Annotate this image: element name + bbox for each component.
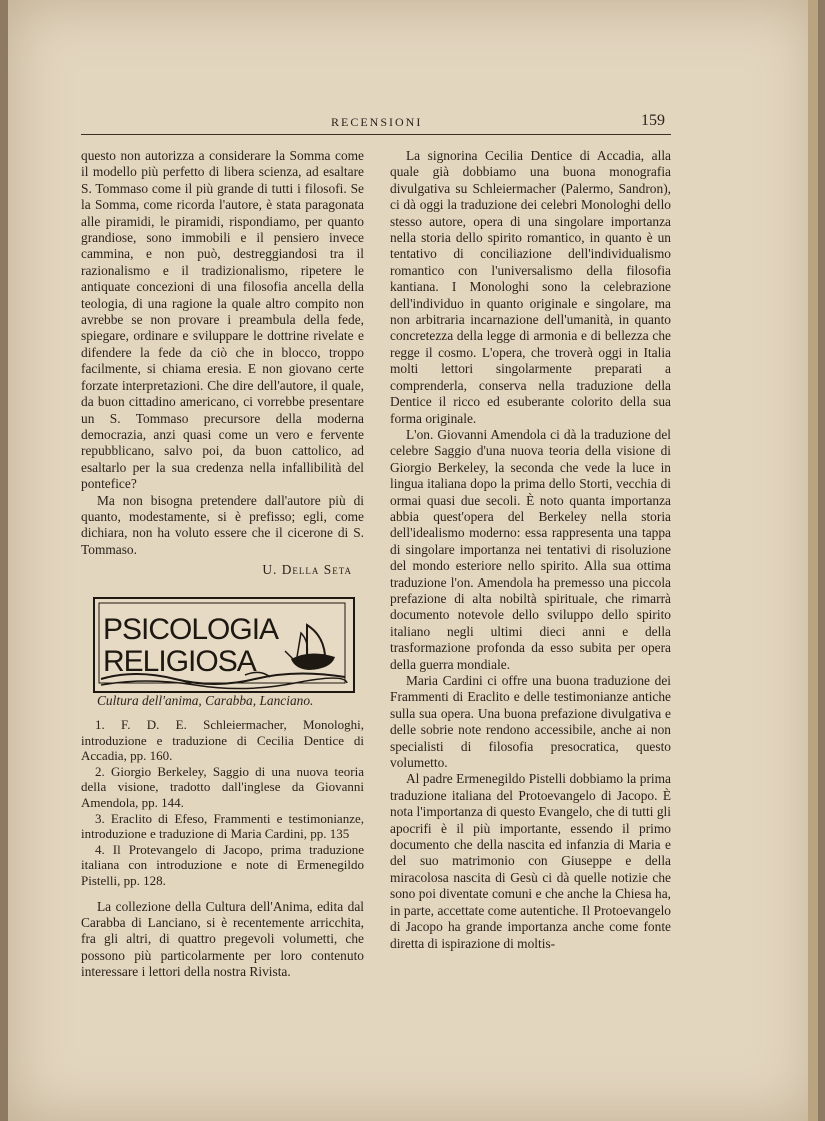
left-paragraph-3: La collezione della Cultura dell'Anima, edita dal Carabba di Lanciano, si è recentemente arricchita, fra gli altri, di quattro pregevoli volumetti, che possono più particolarmente per loro contenuto interessare i lettori della nostra Rivista. (81, 898, 364, 980)
ship-icon (285, 625, 335, 670)
right-paragraph-2: L'on. Giovanni Amendola ci dà la traduzione del celebre Saggio d'una nuova teoria della visione di Giorgio Berkeley, la seconda che vede la luce in lingua italiana dopo la prima dello Storti, vecchia di ormai quasi due secoli. È noto quanta importanza abbia quest'opera del Berkeley nella storia dell'idealismo moderno: essa rappresenta una tappa di singolare importanza nei tentativi di risoluzione del mondo esteriore nello spirito. Alla sua ottima traduzione l'on. Amendola ha premesso una piccola prefazione di alta nobiltà spirituale, che rimarrà documento notevole dello sviluppo dello spirito italiano negli ultimi dieci anni e della trasformazione profonda da esso subita per opera della guerra mondiale. (390, 426, 671, 672)
right-paragraph-3: Maria Cardini ci offre una buona traduzione dei Frammenti di Eraclito e delle testimonianze antiche sulla sua opera. Una buona prefazione divulgativa e delle sobrie note rendono accessibile, anche ai non specialisti di filosofia presocratica, questo volumetto. (390, 673, 671, 771)
left-paragraph-2: Ma non bisogna pretendere dall'autore più di quanto, modestamente, si è prefisso; egli, come dichiara, non ha voluto essere che il cicerone di S. Tommaso. (81, 492, 364, 557)
page (8, 0, 818, 1121)
right-column (390, 148, 671, 952)
bibliography-item-4: 4. Il Protevangelo di Jacopo, prima traduzione italiana con introduzione e note di Ermenegildo Pistelli, pp. 128. (81, 841, 364, 888)
bibliography-item-2: 2. Giorgio Berkeley, Saggio di una nuova teoria della visione, tradotto dall'inglese da Giovanni Amendola, pp. 144. (81, 763, 364, 810)
right-paragraph-4: Al padre Ermenegildo Pistelli dobbiamo la prima traduzione italiana del Protoevangelo di Jacopo. È nota l'importanza di questo Evangelo, che di tutti gli apocrifi è il più importante, essendo il primo documento che della nascita ed infanzia di Maria e del suo matrimonio con Giuseppe e della miracolosa nascita di Gesù ci dà quelle notizie che sono poi diventate comuni e che anche la Chiesa ha, in parte, accettate come autentiche. Il Protoevangelo di Jacopo ha grande importanza anche come fonte diretta di ispirazione di moltis- (390, 771, 671, 951)
bibliography-item-1: 1. F. D. E. Schleiermacher, Monologhi, introduzione e traduzione di Cecilia Dentice di Accadia, pp. 160. (81, 716, 364, 764)
logo-text-line-2: RELIGIOSA (103, 644, 256, 678)
psicologia-religiosa-logo (93, 597, 355, 693)
page-number: 159 (641, 112, 665, 129)
logo-text-line-1: PSICOLOGIA (103, 612, 279, 646)
series-line: Cultura dell'anima, Carabba, Lanciano. (97, 692, 314, 708)
bibliography-list (81, 717, 364, 889)
running-title: RECENSIONI (331, 115, 423, 129)
bibliography-item-3: 3. Eraclito di Efeso, Frammenti e testimonianze, introduzione e traduzione di Maria Cardini, pp. 135 (81, 810, 364, 842)
page-edge (808, 0, 818, 1121)
running-header (81, 112, 671, 135)
left-column (81, 148, 364, 981)
right-paragraph-1: La signorina Cecilia Dentice di Accadia, alla quale già dobbiamo una buona monografia divulgativa su Schleiermacher (Palermo, Sandron), ci dà oggi la traduzione dei celebri Monologhi dello stesso autore, opera di una singolare importanza nella storia dello spirito romantico, in quanto è un tentativo di conciliazione dell'individualismo romantico con l'universalismo della filosofia kantiana. I Monologhi sono la celebrazione dell'individuo in quanto originale e singolare, ma non arbitraria incarnazione dell'umanità, in quanto concretezza della legge di armonia e di bellezza che regge il cosmo. L'opera, che troverà oggi in Italia molti lettori singolarmente preparati a comprenderla, conserva nella traduzione della Dentice il ricco ed esuberante colorito della sua forma originale. (390, 148, 671, 426)
spacer (81, 889, 364, 899)
left-paragraph-1: questo non autorizza a considerare la Somma come il modello più perfetto di libera scienza, ad esaltare S. Tommaso come il più grande di tutti i filosofi. Se la Somma, come ricorda l'autore, è stata paragonata alle piramidi, le piramidi, rispondiamo, per quanto grandiose, sono immobili e il pensiero invece cammina, e non può, destreggiandosi tra il razionalismo e il tradizionalismo, ripetere le antiquate concezioni di una filosofia ancella della teologia, di una ragione la quale altro compito non avrebbe se non provare i preambula della fede, spiegare, ordinare e sviluppare le dottrine rivelate e difendere la fede da ciò che in blocco, troppo facilmente, si chiama eresia. E non giovano certe forzate interpretazioni. Che dire dell'autore, il quale, da buon cittadino americano, ci vorrebbe presentare un S. Tommaso precursore della moderna democrazia, anzi quasi come un vero e fervente repubblicano, salvo poi, da buon cattolico, ad esaltarlo per la sua credenza nella infallibilità del pontefice? (81, 148, 364, 492)
review-signature: U. Della Seta (262, 562, 352, 578)
logo-illustration (95, 599, 353, 691)
